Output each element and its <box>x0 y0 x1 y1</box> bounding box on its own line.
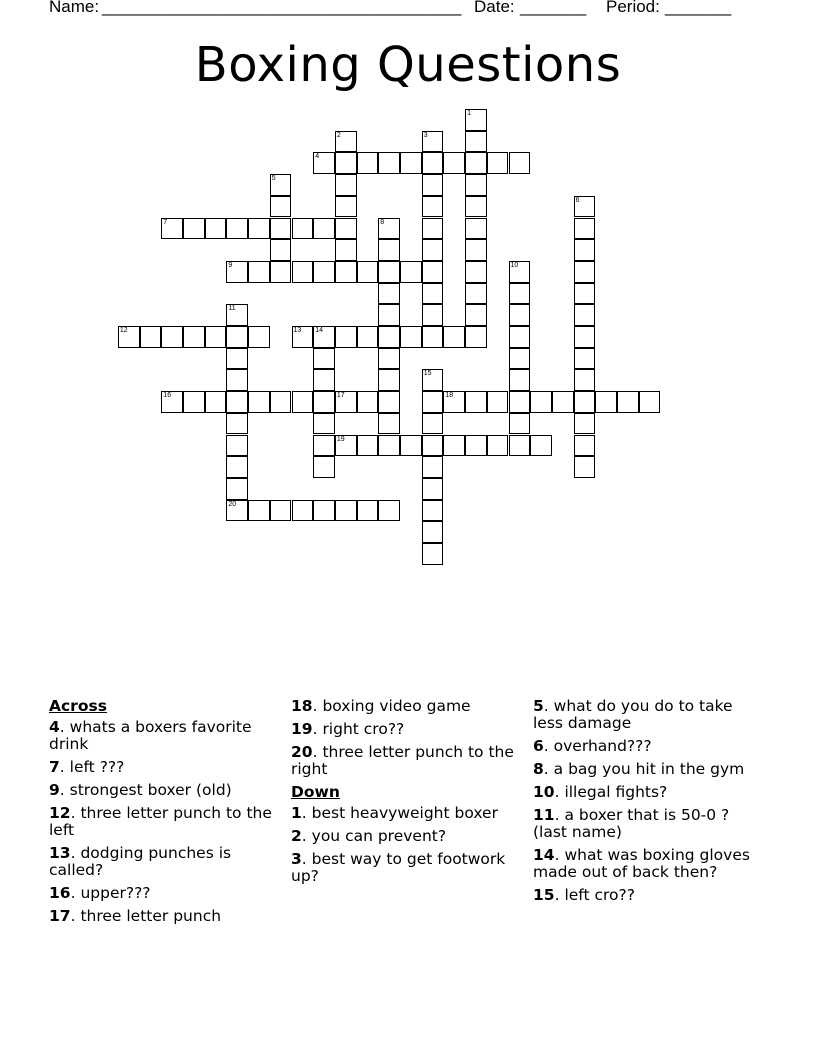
clue-item-number: 10 <box>533 783 555 801</box>
grid-cell[interactable] <box>422 391 444 413</box>
grid-cell[interactable] <box>422 218 444 240</box>
grid-cell[interactable] <box>118 326 140 348</box>
clue-item: 17. three letter punch <box>49 907 222 925</box>
grid-cell[interactable] <box>205 326 227 348</box>
clue-number: 19 <box>336 435 345 443</box>
grid-cell[interactable] <box>422 326 444 348</box>
grid-cell[interactable] <box>465 109 487 131</box>
grid-cell[interactable] <box>226 456 248 478</box>
clue-column-3 <box>533 698 758 910</box>
clue-item: 8. a bag you hit in the gym <box>533 760 745 778</box>
grid-cell[interactable] <box>313 413 335 435</box>
clue-number: 1 <box>467 110 471 117</box>
grid-cell[interactable] <box>422 521 444 543</box>
period-label: Period: <box>606 0 665 16</box>
grid-cell[interactable] <box>357 500 379 522</box>
grid-cell[interactable] <box>400 152 422 174</box>
clue-item: 6. overhand??? <box>533 737 652 755</box>
grid-cell[interactable] <box>205 391 227 413</box>
clue-item-number: 9 <box>49 781 60 799</box>
grid-cell[interactable] <box>313 391 335 413</box>
grid-cell[interactable] <box>422 304 444 326</box>
clue-item: 10. illegal fights? <box>533 783 668 801</box>
grid-cell[interactable] <box>509 348 531 370</box>
grid-cell[interactable] <box>509 413 531 435</box>
grid-cell[interactable] <box>335 152 357 174</box>
grid-cell[interactable] <box>465 218 487 240</box>
grid-cell[interactable] <box>574 218 596 240</box>
grid-cell[interactable] <box>161 218 183 240</box>
grid-cell[interactable] <box>378 283 400 305</box>
clue-item: 9. strongest boxer (old) <box>49 781 232 799</box>
grid-cell[interactable] <box>313 500 335 522</box>
date-label: Date: <box>474 0 520 16</box>
grid-cell[interactable] <box>313 218 335 240</box>
grid-cell[interactable] <box>335 239 357 261</box>
grid-cell[interactable] <box>270 391 292 413</box>
clue-number: 7 <box>163 218 168 226</box>
grid-cell[interactable] <box>248 500 270 522</box>
grid-cell[interactable] <box>248 261 270 283</box>
grid-cell[interactable] <box>422 543 444 565</box>
grid-cell[interactable] <box>509 369 531 391</box>
clue-item: 3. best way to get footwork up? <box>291 850 506 885</box>
clue-item-text: three letter punch to the right <box>291 743 514 778</box>
grid-cell[interactable] <box>378 500 400 522</box>
name-label: Name: <box>49 0 104 16</box>
grid-cell[interactable] <box>335 218 357 240</box>
grid-cell[interactable] <box>226 326 248 348</box>
grid-cell[interactable] <box>378 413 400 435</box>
grid-cell[interactable] <box>226 435 248 457</box>
grid-cell[interactable] <box>378 348 400 370</box>
grid-cell[interactable] <box>574 196 596 218</box>
clue-number: 6 <box>575 196 580 204</box>
grid-cell[interactable] <box>357 152 379 174</box>
grid-cell[interactable] <box>335 391 357 413</box>
clue-item-text: left ??? <box>69 758 125 776</box>
clue-item: 1. best heavyweight boxer <box>291 804 498 822</box>
grid-cell[interactable] <box>270 261 292 283</box>
clue-item-text: what do you do to take less damage <box>533 697 733 732</box>
clue-item-text: upper??? <box>80 884 151 902</box>
grid-cell[interactable] <box>378 261 400 283</box>
clue-item-text: three letter punch <box>80 907 222 925</box>
grid-cell[interactable] <box>422 413 444 435</box>
grid-cell[interactable] <box>574 326 596 348</box>
clue-number: 16 <box>163 392 172 400</box>
clue-number: 15 <box>423 370 432 378</box>
grid-cell[interactable] <box>509 326 531 348</box>
grid-cell[interactable] <box>335 326 357 348</box>
grid-cell[interactable] <box>226 500 248 522</box>
clue-item-number: 3 <box>291 850 302 868</box>
grid-cell[interactable] <box>226 348 248 370</box>
grid-cell[interactable] <box>357 261 379 283</box>
grid-cell[interactable] <box>270 196 292 218</box>
grid-cell[interactable] <box>400 261 422 283</box>
clue-item-number: 19 <box>291 720 313 738</box>
grid-cell[interactable] <box>465 304 487 326</box>
grid-cell[interactable] <box>443 391 465 413</box>
clue-item-number: 13 <box>49 844 71 862</box>
grid-cell[interactable] <box>574 283 596 305</box>
grid-cell[interactable] <box>509 304 531 326</box>
date-field-line[interactable]: _______ <box>520 0 587 16</box>
clue-item-text: you can prevent? <box>311 827 447 845</box>
clue-number: 12 <box>119 327 128 334</box>
grid-cell[interactable] <box>378 369 400 391</box>
clue-column-1 <box>49 698 274 931</box>
grid-cell[interactable] <box>574 261 596 283</box>
grid-cell[interactable] <box>422 174 444 196</box>
clue-number: 3 <box>423 131 428 139</box>
grid-cell[interactable] <box>422 196 444 218</box>
grid-cell[interactable] <box>313 456 335 478</box>
grid-cell[interactable] <box>465 261 487 283</box>
clue-number: 8 <box>380 218 385 226</box>
grid-cell[interactable] <box>574 304 596 326</box>
grid-cell[interactable] <box>313 348 335 370</box>
clue-item-number: 15 <box>533 886 555 904</box>
grid-cell[interactable] <box>292 261 314 283</box>
grid-cell[interactable] <box>378 239 400 261</box>
clue-item-number: 18 <box>291 697 313 715</box>
grid-cell[interactable] <box>226 413 248 435</box>
grid-cell[interactable] <box>574 369 596 391</box>
grid-cell[interactable] <box>183 218 205 240</box>
grid-cell[interactable] <box>574 413 596 435</box>
grid-cell[interactable] <box>292 326 314 348</box>
grid-cell[interactable] <box>313 435 335 457</box>
grid-cell[interactable] <box>443 326 465 348</box>
grid-cell[interactable] <box>313 261 335 283</box>
grid-cell[interactable] <box>400 435 422 457</box>
period-field-line[interactable]: _______ <box>665 0 732 16</box>
clue-item: 2. you can prevent? <box>291 827 447 845</box>
grid-cell[interactable] <box>226 218 248 240</box>
grid-cell[interactable] <box>248 391 270 413</box>
grid-cell[interactable] <box>487 152 509 174</box>
grid-cell[interactable] <box>422 478 444 500</box>
clue-item: 14. what was boxing gloves made out of back then? <box>533 846 750 881</box>
clue-item-text: what was boxing gloves made out of back then? <box>533 846 750 881</box>
clue-item-text: right cro?? <box>322 720 405 738</box>
grid-cell[interactable] <box>443 152 465 174</box>
grid-cell[interactable] <box>422 435 444 457</box>
grid-cell[interactable] <box>509 435 531 457</box>
grid-cell[interactable] <box>595 391 617 413</box>
clue-number: 2 <box>336 131 341 139</box>
clue-item-number: 1 <box>291 804 302 822</box>
clue-number: 4 <box>315 153 320 161</box>
clue-number: 13 <box>293 327 302 334</box>
grid-cell[interactable] <box>357 435 379 457</box>
grid-cell[interactable] <box>226 261 248 283</box>
grid-cell[interactable] <box>378 391 400 413</box>
grid-cell[interactable] <box>226 391 248 413</box>
grid-cell[interactable] <box>422 456 444 478</box>
grid-cell[interactable] <box>487 391 509 413</box>
clue-number: 10 <box>510 261 519 269</box>
clue-item: 13. dodging punches is called? <box>49 844 232 879</box>
grid-cell[interactable] <box>226 369 248 391</box>
grid-cell[interactable] <box>378 218 400 240</box>
grid-cell[interactable] <box>617 391 639 413</box>
grid-cell[interactable] <box>487 435 509 457</box>
grid-cell[interactable] <box>465 326 487 348</box>
clue-item: 20. three letter punch to the right <box>291 743 514 778</box>
grid-cell[interactable] <box>422 283 444 305</box>
clue-item-text: left cro?? <box>564 886 635 904</box>
clue-item-number: 8 <box>533 760 544 778</box>
grid-cell[interactable] <box>357 326 379 348</box>
clue-number: 18 <box>445 392 454 400</box>
grid-cell[interactable] <box>270 174 292 196</box>
grid-cell[interactable] <box>574 239 596 261</box>
grid-cell[interactable] <box>465 283 487 305</box>
clue-item-text: best heavyweight boxer <box>311 804 498 822</box>
clue-item-number: 14 <box>533 846 555 864</box>
grid-cell[interactable] <box>270 218 292 240</box>
clue-item-text: illegal fights? <box>564 783 668 801</box>
grid-cell[interactable] <box>205 218 227 240</box>
grid-cell[interactable] <box>161 391 183 413</box>
grid-cell[interactable] <box>465 131 487 153</box>
grid-cell[interactable] <box>639 391 661 413</box>
clue-item-text: whats a boxers favorite drink <box>49 718 252 753</box>
grid-cell[interactable] <box>335 500 357 522</box>
grid-cell[interactable] <box>248 326 270 348</box>
clue-item: 11. a boxer that is 50-0 ? (last name) <box>533 806 730 841</box>
grid-cell[interactable] <box>313 152 335 174</box>
clue-item-number: 7 <box>49 758 60 776</box>
clue-item-text: three letter punch to the left <box>49 804 272 839</box>
clue-item-text: a boxer that is 50-0 ? (last name) <box>533 806 730 841</box>
name-field-line[interactable]: ______________________________________ <box>102 0 462 16</box>
grid-cell[interactable] <box>335 435 357 457</box>
grid-cell[interactable] <box>378 435 400 457</box>
clue-item-text: dodging punches is called? <box>49 844 232 879</box>
clue-item: 19. right cro?? <box>291 720 405 738</box>
clue-item-text: boxing video game <box>322 697 471 715</box>
grid-cell[interactable] <box>509 261 531 283</box>
grid-cell[interactable] <box>422 131 444 153</box>
grid-cell[interactable] <box>465 239 487 261</box>
grid-cell[interactable] <box>465 196 487 218</box>
grid-cell[interactable] <box>552 391 574 413</box>
grid-cell[interactable] <box>270 500 292 522</box>
clue-number: 17 <box>336 392 345 400</box>
down-heading: Down <box>291 783 340 801</box>
grid-cell[interactable] <box>465 435 487 457</box>
grid-cell[interactable] <box>400 326 422 348</box>
grid-cell[interactable] <box>161 326 183 348</box>
clue-item: 5. what do you do to take less damage <box>533 697 733 732</box>
clue-item: 18. boxing video game <box>291 697 471 715</box>
clue-column-2 <box>291 698 516 891</box>
grid-cell[interactable] <box>335 131 357 153</box>
grid-cell[interactable] <box>509 283 531 305</box>
clue-item-number: 11 <box>533 806 555 824</box>
grid-cell[interactable] <box>313 326 335 348</box>
grid-cell[interactable] <box>313 369 335 391</box>
clue-number: 20 <box>228 500 237 508</box>
grid-cell[interactable] <box>378 326 400 348</box>
clue-item-number: 4 <box>49 718 60 736</box>
grid-cell[interactable] <box>226 478 248 500</box>
grid-cell[interactable] <box>422 500 444 522</box>
grid-cell[interactable] <box>465 152 487 174</box>
clue-item-number: 20 <box>291 743 313 761</box>
grid-cell[interactable] <box>183 391 205 413</box>
grid-cell[interactable] <box>574 348 596 370</box>
grid-cell[interactable] <box>378 304 400 326</box>
clue-item-number: 17 <box>49 907 71 925</box>
grid-cell[interactable] <box>509 391 531 413</box>
grid-cell[interactable] <box>248 218 270 240</box>
clue-item-number: 6 <box>533 737 544 755</box>
grid-cell[interactable] <box>335 174 357 196</box>
grid-cell[interactable] <box>574 435 596 457</box>
grid-cell[interactable] <box>574 456 596 478</box>
grid-cell[interactable] <box>465 174 487 196</box>
grid-cell[interactable] <box>226 304 248 326</box>
clue-item: 7. left ??? <box>49 758 125 776</box>
clue-item-number: 16 <box>49 884 71 902</box>
grid-cell[interactable] <box>335 196 357 218</box>
clue-item-number: 5 <box>533 697 544 715</box>
grid-cell[interactable] <box>183 326 205 348</box>
grid-cell[interactable] <box>140 326 162 348</box>
clue-number: 11 <box>228 305 236 313</box>
grid-cell[interactable] <box>378 152 400 174</box>
grid-cell[interactable] <box>292 500 314 522</box>
clue-item-text: strongest boxer (old) <box>69 781 232 799</box>
clue-number: 9 <box>228 261 233 269</box>
clue-item-text: overhand??? <box>553 737 652 755</box>
clue-item: 16. upper??? <box>49 884 151 902</box>
grid-cell[interactable] <box>530 435 552 457</box>
grid-cell[interactable] <box>422 239 444 261</box>
grid-cell[interactable] <box>270 239 292 261</box>
grid-cell[interactable] <box>292 391 314 413</box>
grid-cell[interactable] <box>422 261 444 283</box>
clue-item: 15. left cro?? <box>533 886 635 904</box>
grid-cell[interactable] <box>422 369 444 391</box>
clue-item-text: best way to get footwork up? <box>291 850 506 885</box>
grid-cell[interactable] <box>509 152 531 174</box>
grid-cell[interactable] <box>292 218 314 240</box>
grid-cell[interactable] <box>465 391 487 413</box>
grid-cell[interactable] <box>530 391 552 413</box>
grid-cell[interactable] <box>443 435 465 457</box>
clue-item-number: 2 <box>291 827 302 845</box>
clue-number: 14 <box>315 327 323 334</box>
grid-cell[interactable] <box>422 152 444 174</box>
clue-item: 4. whats a boxers favorite drink <box>49 718 252 753</box>
puzzle-title: Boxing Questions <box>194 37 622 93</box>
clue-item-text: a bag you hit in the gym <box>553 760 745 778</box>
grid-cell[interactable] <box>335 261 357 283</box>
across-heading: Across <box>49 697 107 715</box>
grid-cell[interactable] <box>574 391 596 413</box>
clue-number: 5 <box>271 175 276 183</box>
grid-cell[interactable] <box>357 391 379 413</box>
clue-item-number: 12 <box>49 804 71 822</box>
clue-item: 12. three letter punch to the left <box>49 804 272 839</box>
